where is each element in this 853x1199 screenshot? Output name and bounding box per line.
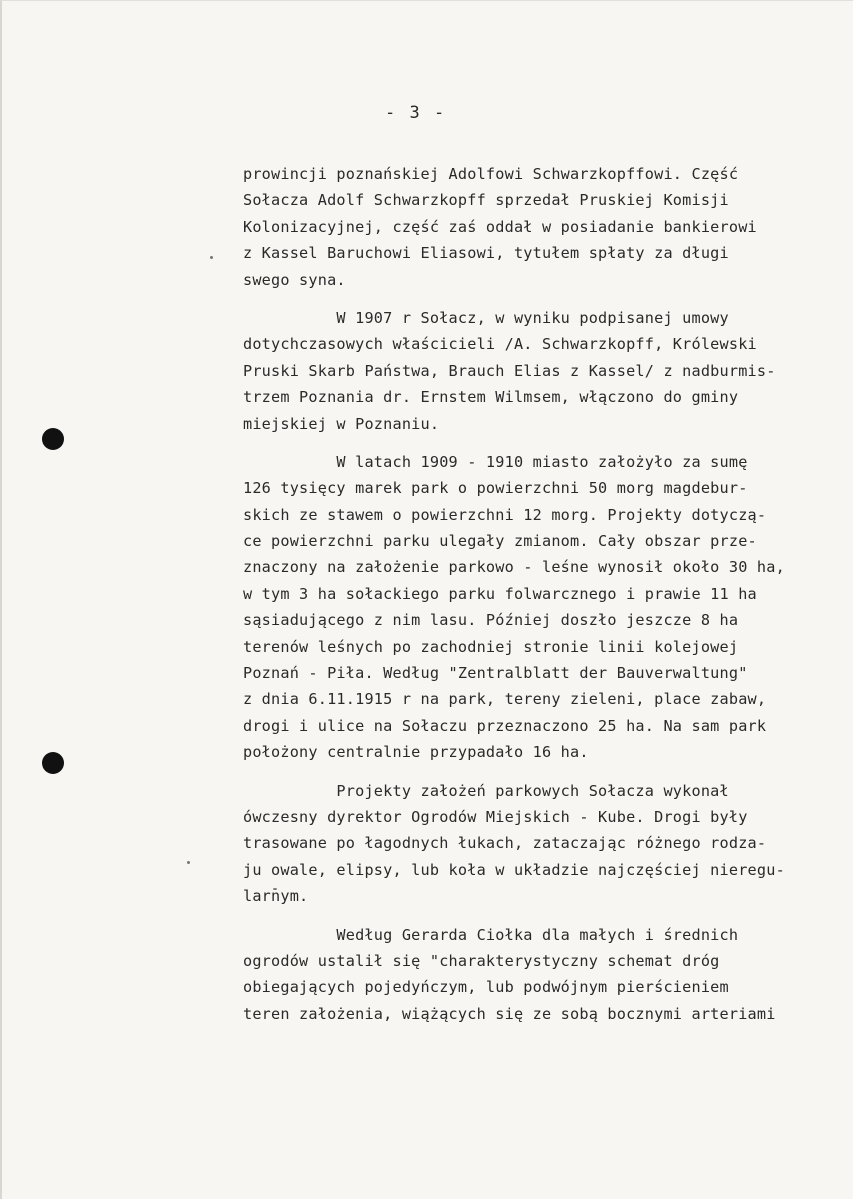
text-line: ówczesny dyrektor Ogrodów Miejskich - Kube. Drogi były — [243, 807, 748, 826]
text-line: ce powierzchni parku ulegały zmianom. Cały obszar prze- — [243, 532, 757, 551]
punch-hole — [42, 428, 64, 450]
text-line: skich ze stawem o powierzchni 12 morg. Projekty dotyczą- — [243, 505, 767, 524]
paragraph — [243, 922, 843, 1028]
text-line: sąsiadującego z nim lasu. Później doszło jeszcze 8 ha — [243, 611, 739, 630]
ink-speck — [210, 256, 213, 259]
paragraph-gap — [243, 910, 843, 922]
text-line: miejskiej w Poznaniu. — [243, 414, 440, 433]
text-line: Pruski Skarb Państwa, Brauch Elias z Kassel/ z nadburmis- — [243, 361, 776, 380]
text-line: położony centralnie przypadało 16 ha. — [243, 743, 589, 762]
text-line: W 1907 r Sołacz, w wyniku podpisanej umowy — [243, 308, 729, 327]
text-line: Kolonizacyjnej, część zaś oddał w posiadanie bankierowi — [243, 217, 757, 236]
text-line: dotychczasowych właścicieli /A. Schwarzkopff, Królewski — [243, 335, 757, 354]
text-line: trzem Poznania dr. Ernstem Wilmsem, włączono do gminy — [243, 388, 739, 407]
text-line: Sołacza Adolf Schwarzkopff sprzedał Pruskiej Komisji — [243, 191, 729, 210]
paragraph — [243, 449, 843, 766]
paragraph — [243, 161, 843, 293]
paragraph-gap — [243, 437, 843, 449]
text-line: terenów leśnych po zachodniej stronie linii kolejowej — [243, 637, 739, 656]
paragraph-gap — [243, 766, 843, 778]
text-line: trasowane po łagodnych łukach, zataczając różnego rodza- — [243, 834, 767, 853]
text-line: ju owale, elipsy, lub koła w układzie najczęściej nieregu- — [243, 860, 785, 879]
text-line: drogi i ulice na Sołaczu przeznaczono 25 ha. Na sam park — [243, 716, 767, 735]
text-line: swego syna. — [243, 270, 346, 289]
text-line: ogrodów ustalił się "charakterystyczny schemat dróg — [243, 951, 720, 970]
paragraph — [243, 305, 843, 437]
text-line: obiegających pojedyńczym, lub podwójnym pierścieniem — [243, 978, 729, 997]
text-line: znaczony na założenie parkowo - leśne wynosił około 30 ha, — [243, 558, 785, 577]
text-line: z Kassel Baruchowi Eliasowi, tytułem spłaty za długi — [243, 244, 729, 263]
punch-hole — [42, 752, 64, 774]
document-body — [243, 161, 843, 1027]
paragraph — [243, 778, 843, 910]
text-line: prowincji poznańskiej Adolfowi Schwarzkopffowi. Część — [243, 165, 739, 183]
text-line: teren założenia, wiążących się ze sobą bocznymi arteriami — [243, 1004, 776, 1023]
text-line: Poznań - Piła. Według "Zentralblatt der Bauverwaltung" — [243, 664, 748, 683]
page-number: - 3 - — [385, 103, 447, 123]
text-line: Projekty założeń parkowych Sołacza wykonał — [243, 781, 729, 800]
text-line: 126 tysięcy marek park o powierzchni 50 morg magdebur- — [243, 479, 748, 498]
text-line: W latach 1909 - 1910 miasto założyło za sumę — [243, 452, 748, 471]
text-line: Według Gerarda Ciołka dla małych i średnich — [243, 925, 739, 944]
ink-speck — [187, 861, 190, 864]
text-line: larnym. — [243, 887, 309, 906]
text-line: z dnia 6.11.1915 r na park, tereny zieleni, place zabaw, — [243, 690, 767, 709]
text-line: w tym 3 ha sołackiego parku folwarcznego i prawie 11 ha — [243, 584, 757, 603]
paragraph-gap — [243, 293, 843, 305]
